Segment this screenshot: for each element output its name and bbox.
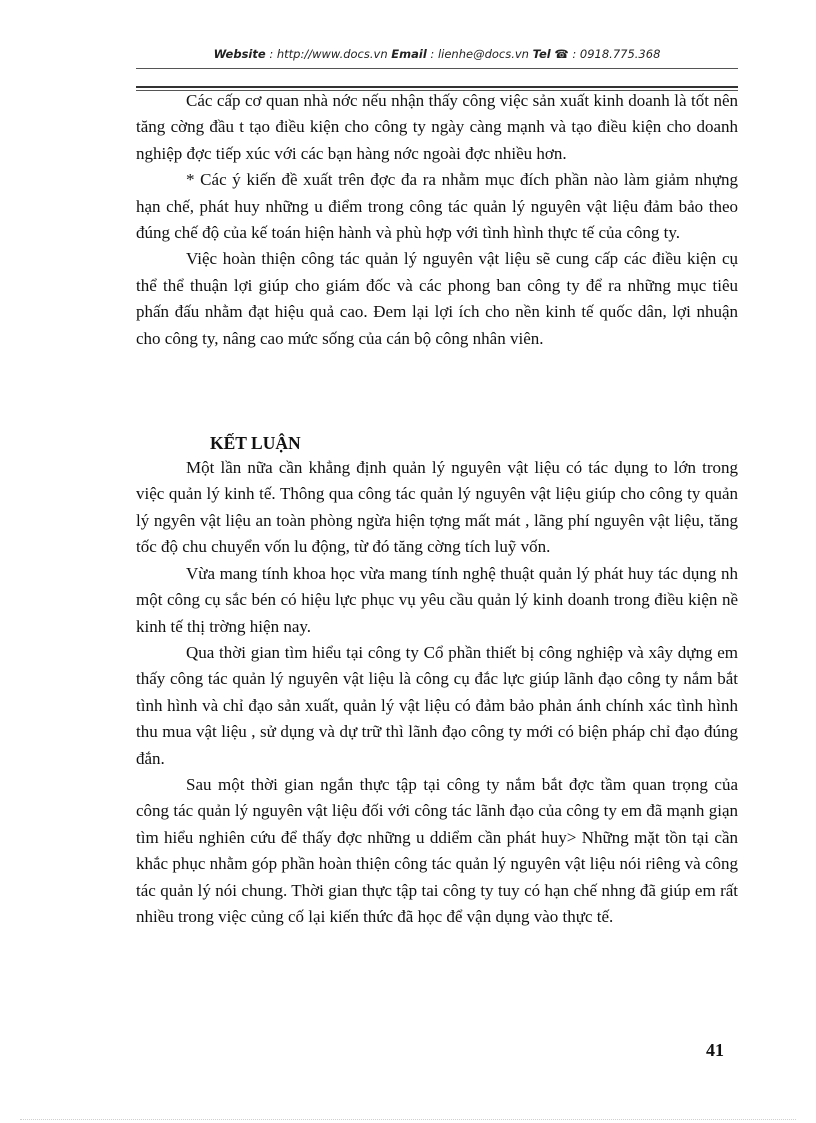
paragraph-recommendation: Các cấp cơ quan nhà nớc nếu nhận thấy công việc sản xuất kinh doanh là tốt nên tăng cờng đầu t tạo điều kiện cho công ty ngày càng mạnh và tạo điều kiện cho doanh nghiệp đợc tiếp xúc với các bạn hàng nớc ngoài đợc nhiều hơn. [136,91,738,163]
website-value[interactable]: : http://www.docs.vn [265,47,392,61]
tel-value: : 0918.775.368 [568,47,661,61]
paragraph-conclusion-3: Qua thời gian tìm hiểu tại công ty Cổ phần thiết bị công nghiệp và xây dựng em thấy công tác quản lý nguyên vật liệu là công cụ đắc lực giúp lãnh đạo công ty nắm bắt tình hình và chỉ đạo sản xuất, quản lý vật liệu có đảm bảo phản ánh chính xác tình hình thu mua vật liệu , sử dụng và dự trữ thì lãnh đạo công ty mới có biện pháp chỉ đạo đúng đắn. [136,642,738,768]
phone-icon: ☎ [554,47,569,61]
header-divider-thin [136,68,738,69]
paragraph-proposals: * Các ý kiến đề xuất trên đợc đa ra nhằm mục đích phần nào làm giảm nhựng hạn chế, phát huy những u điểm trong công tác quản lý nguyên vật liệu đảm bảo theo đúng chế độ của kế toán hiện hành và phù hợp với tình hình thực tế của công ty. [136,170,738,243]
document-body [136,88,738,930]
paragraph-conclusion-1: Một lần nữa cần khẳng định quản lý nguyên vật liệu có tác dụng to lớn trong việc quản lý kinh tế. Thông qua công tác quản lý nguyên vật liệu giúp cho công ty quản lý ngyên vật liệu an toàn phòng ngừa hiện tợng mất mát , lãng phí nguyên vật liệu, tăng tốc độ chu chuyển vốn lu động, từ đó tăng cờng tích luỹ vốn. [136,458,738,557]
paragraph-conclusion-2: Vừa mang tính khoa học vừa mang tính nghệ thuật quản lý phát huy tác dụng nh một công cụ sắc bén có hiệu lực phục vụ yêu cầu quản lý kinh doanh trong điều kiện nề kinh tế thị trờng hiện nay. [136,563,738,636]
page-header [136,47,738,61]
tel-label: Tel [532,47,551,61]
footer-dotted-line [20,1119,796,1120]
page-number: 41 [706,1040,724,1060]
paragraph-improvement: Việc hoàn thiện công tác quản lý nguyên vật liệu sẽ cung cấp các điều kiện cụ thể thể thuận lợi giúp cho giám đốc và các phong ban công ty để ra những mục tiêu phấn đấu nhằm đạt hiệu quả cao. Đem lại lợi ích cho nền kinh tế quốc dân, lợi nhuận cho công ty, nâng cao mức sống của cán bộ công nhân viên. [136,249,738,348]
email-value[interactable]: : lienhe@docs.vn [426,47,533,61]
section-spacer [136,352,738,431]
website-label: Website [213,47,266,61]
paragraph-conclusion-4: Sau một thời gian ngắn thực tập tại công ty nắm bắt đợc tầm quan trọng của công tác quản lý nguyên vật liệu đối với công tác lãnh đạo của công ty em đã mạnh giạn tìm hiểu nghiên cứu để thấy đợc những u ddiểm cần phát huy> Những mặt tồn tại cần khắc phục nhằm góp phần hoàn thiện công tác quản lý nguyên vật liệu nói riêng và công tác quản lý nói chung. Thời gian thực tập tai công ty tuy có hạn chế nhng đã giúp em rất nhiều trong việc củng cố lại kiến thức đã học để vận dụng vào thực tế. [136,774,738,926]
email-label: Email [391,47,427,61]
conclusion-heading: KẾT LUẬN [210,433,301,454]
